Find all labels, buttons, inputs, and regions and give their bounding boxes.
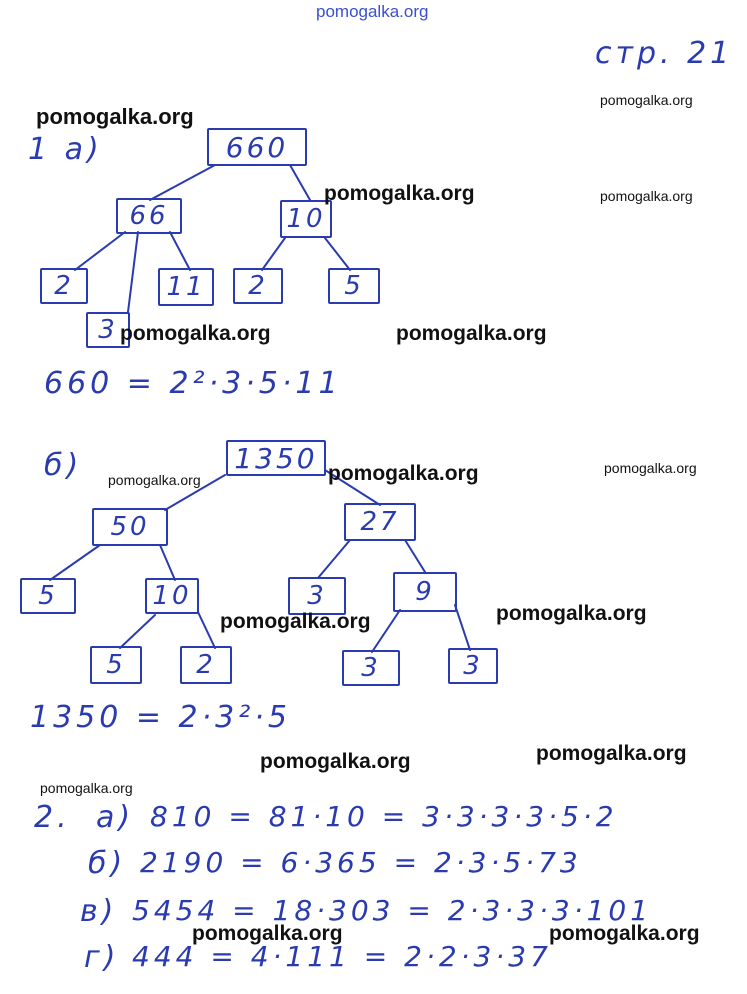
tree-b-edge: [198, 612, 215, 648]
tree-b-node-3: 3: [288, 577, 346, 615]
watermark: pomogalka.org: [604, 460, 697, 476]
watermark: pomogalka.org: [496, 602, 647, 625]
watermark: pomogalka.org: [536, 742, 687, 765]
tree-a-node-3: 3: [86, 312, 130, 348]
tree-b-node-3c: 3: [448, 648, 498, 684]
task1-b-label: б): [44, 448, 83, 483]
tree-b-node-5b: 5: [90, 646, 142, 684]
tree-b-edge: [455, 605, 470, 650]
task1-a-label: 1 а): [28, 132, 103, 167]
tree-a-edge: [75, 232, 125, 270]
tree-b-node-9: 9: [393, 572, 457, 612]
task2-item-b-text: 2190 = 6·365 = 2·3·5·73: [140, 846, 582, 879]
tree-a-node-66: 66: [116, 198, 182, 234]
tree-b-edge: [50, 545, 100, 580]
tree-b-node-2: 2: [180, 646, 232, 684]
watermark: pomogalka.org: [36, 104, 194, 129]
tree-a-node-11: 11: [158, 268, 214, 306]
task2-item-b-label: б): [88, 846, 127, 881]
page-label: стр. 21: [595, 36, 734, 71]
task2-number: 2.: [34, 800, 71, 835]
watermark-top[interactable]: pomogalka.org: [316, 2, 429, 21]
tree-a-node-5: 5: [328, 268, 380, 304]
tree-a-node-2b: 2: [233, 268, 283, 304]
watermark: pomogalka.org: [260, 750, 411, 773]
tree-b-node-10: 10: [145, 578, 199, 614]
task2-item-c-text: 5454 = 18·303 = 2·3·3·3·101: [132, 894, 653, 927]
tree-b-edge: [405, 540, 425, 572]
watermark: pomogalka.org: [396, 322, 547, 345]
tree-b-edge: [372, 610, 400, 652]
task2-item-d-text: 444 = 4·111 = 2·2·3·37: [132, 940, 552, 973]
tree-a-edge: [325, 238, 350, 270]
tree-a-node-10: 10: [280, 200, 332, 238]
tree-a-edge: [290, 165, 310, 200]
tree-a-node-2: 2: [40, 268, 88, 304]
tree-b-node-5: 5: [20, 578, 76, 614]
tree-b-node-50: 50: [92, 508, 168, 546]
task2-item-c-label: в): [80, 894, 118, 929]
tree-b-edge: [120, 615, 155, 648]
tree-a-edge: [170, 232, 190, 270]
watermark: pomogalka.org: [600, 92, 693, 108]
task2-item-a-label: а): [96, 800, 135, 835]
task2-item-d-label: г): [84, 940, 120, 975]
watermark: pomogalka.org: [328, 462, 479, 485]
watermark: pomogalka.org: [600, 188, 693, 204]
tree-b-edge: [160, 545, 175, 580]
watermark: pomogalka.org: [120, 322, 271, 345]
watermark: pomogalka.org: [108, 472, 201, 488]
tree-a-root-node: 660: [207, 128, 307, 166]
watermark: pomogalka.org: [40, 780, 133, 796]
watermark: pomogalka.org: [192, 922, 343, 945]
watermark: pomogalka.org: [549, 922, 700, 945]
tree-b-node-3b: 3: [342, 650, 400, 686]
tree-b-root-node: 1350: [226, 440, 326, 476]
watermark: pomogalka.org: [324, 182, 475, 205]
task1-b-result: 1350 = 2·3²·5: [30, 700, 291, 735]
tree-a-edge: [262, 238, 285, 270]
tree-a-edge: [128, 232, 138, 312]
tree-b-edge: [318, 540, 350, 578]
tree-b-node-27: 27: [344, 503, 416, 541]
watermark: pomogalka.org: [220, 610, 371, 633]
tree-a-edge: [150, 165, 215, 200]
task1-a-result: 660 = 2²·3·5·11: [44, 366, 342, 401]
task2-item-a-text: 810 = 81·10 = 3·3·3·3·5·2: [150, 800, 618, 833]
